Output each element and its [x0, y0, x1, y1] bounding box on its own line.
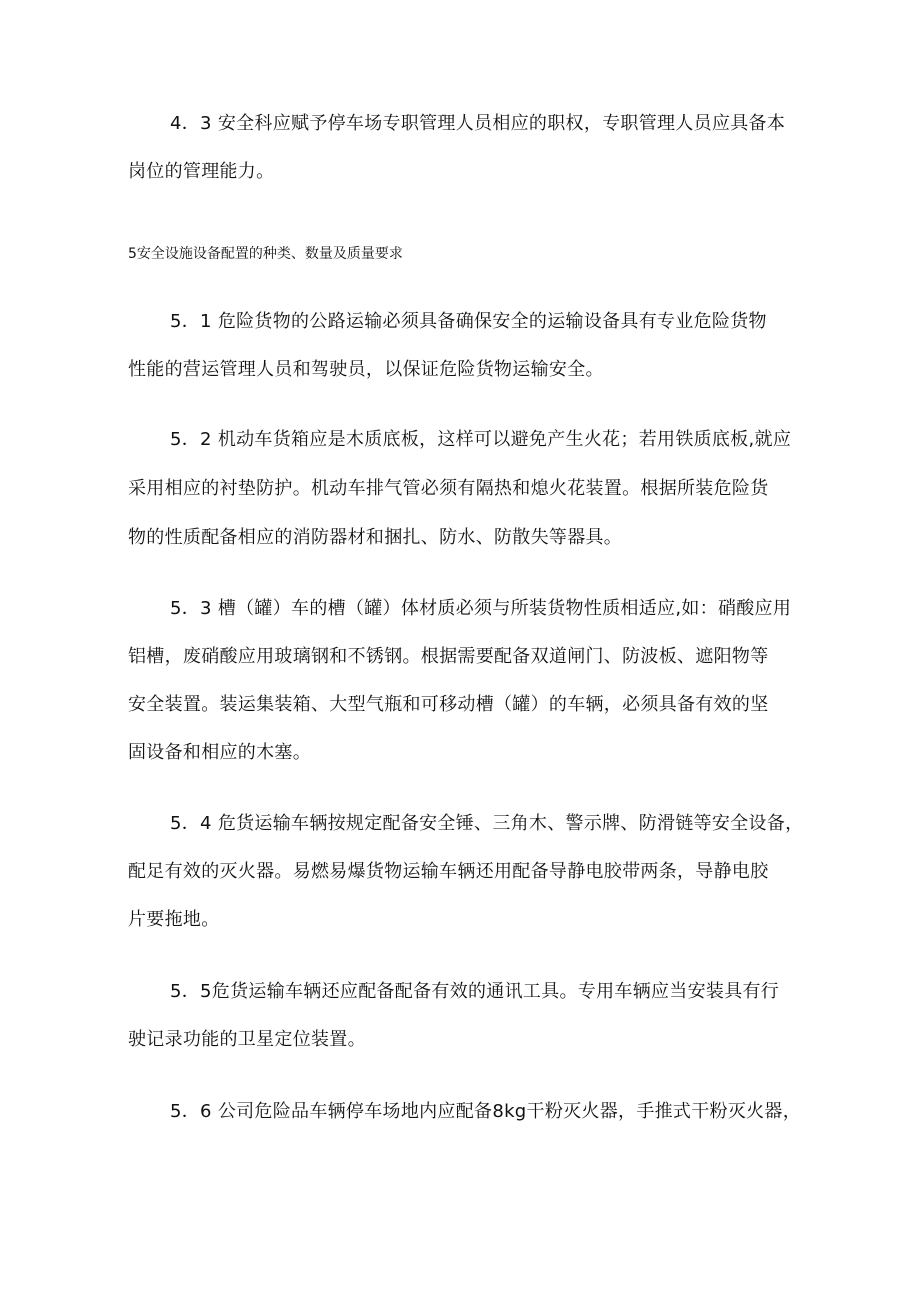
- para-5-1-line-1: 5．1 危险货物的公路运输必须具备确保安全的运输设备具有专业危险货物: [170, 311, 767, 332]
- para-5-3-line-4: 固设备和相应的木塞。: [128, 742, 311, 763]
- para-5-2-line-3: 物的性质配备相应的消防器材和捆扎、防水、防散失等器具。: [128, 527, 623, 548]
- para-5-3-line-3: 安全装置。装运集装箱、大型气瓶和可移动槽（罐）的车辆，必须具备有效的坚: [128, 694, 769, 715]
- para-4-3-line-2: 岗位的管理能力。: [128, 161, 275, 182]
- section-5-heading: 5安全设施设备配置的种类、数量及质量要求: [128, 246, 403, 262]
- para-5-5-line-2: 驶记录功能的卫星定位装置。: [128, 1029, 366, 1050]
- para-5-4-line-2: 配足有效的灭火器。易燃易爆货物运输车辆还用配备导静电胶带两条，导静电胶: [128, 861, 769, 882]
- para-4-3-line-1: 4．3 安全科应赋予停车场专职管理人员相应的职权，专职管理人员应具备本: [170, 113, 786, 134]
- para-5-5-line-1: 5．5危货运输车辆还应配备配备有效的通讯工具。专用车辆应当安装具有行: [170, 981, 780, 1002]
- para-5-2-line-2: 采用相应的衬垫防护。机动车排气管必须有隔热和熄火花装置。根据所装危险货: [128, 478, 769, 499]
- para-5-4-line-3: 片要拖地。: [128, 909, 220, 930]
- para-5-3-line-1: 5．3 槽（罐）车的槽（罐）体材质必须与所装货物性质相适应,如：硝酸应用: [170, 598, 792, 619]
- para-5-3-line-2: 铝槽，废硝酸应用玻璃钢和不锈钢。根据需要配备双道闸门、防波板、遮阳物等: [128, 646, 769, 667]
- para-5-2-line-1: 5．2 机动车货箱应是木质底板，这样可以避免产生火花；若用铁质底板,就应: [170, 429, 792, 450]
- para-5-6-line-1: 5．6 公司危险品车辆停车场地内应配备8kg干粉灭火器，手推式干粉灭火器，: [170, 1101, 802, 1122]
- para-5-1-line-2: 性能的营运管理人员和驾驶员，以保证危险货物运输安全。: [128, 359, 604, 380]
- para-5-4-line-1: 5．4 危货运输车辆按规定配备安全锤、三角木、警示牌、防滑链等安全设备，: [170, 813, 804, 834]
